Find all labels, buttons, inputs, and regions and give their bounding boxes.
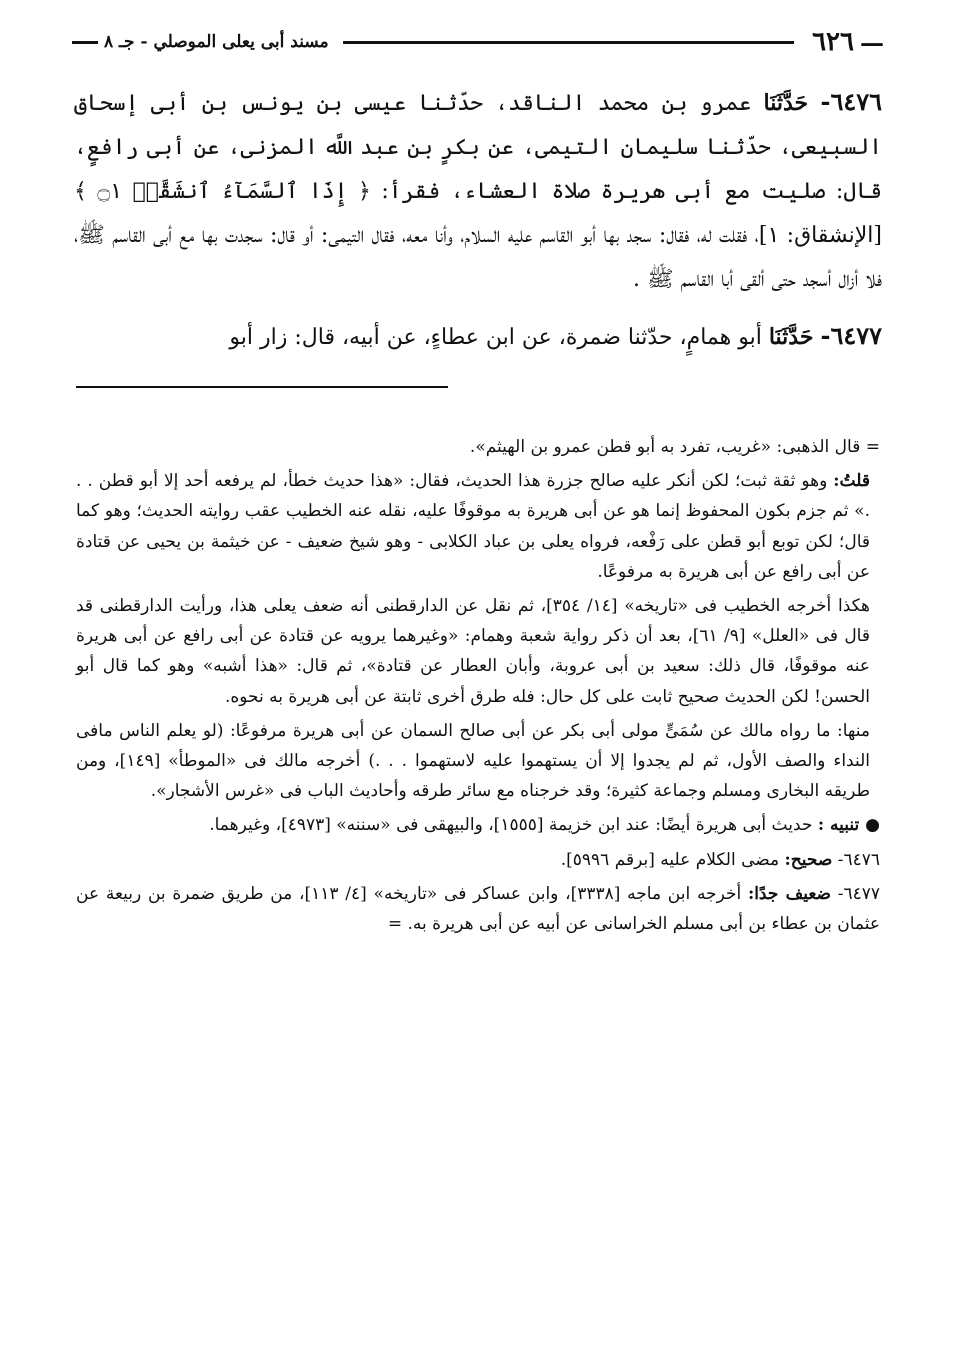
footnote-paragraph <box>76 879 880 939</box>
main-text <box>74 80 882 372</box>
footnote-grade: ضعيف جدًا: <box>747 883 831 904</box>
footnote-paragraph: هكذا أخرجه الخطيب فى «تاريخه» [١٤/ ٣٥٤]، ثم نقل عن الدارقطنى أنه ضعف يعلى هذا، ورأيت الدارقطنى قد قال فى «العلل» [٩/ ٦١]، بعد أن ذكر رواية شعبة وهمام: «وغيرهما يرويه عن قتادة عن أبى رافع عن أبى هريرة عنه موقوفًا، قال ذلك: سعيد بن أبى عروبة، وأبان العطار عن قتادة»، ثم قال: «هذا أشبه» وهو كما قال أبو الحسن! لكن الحديث صحيح ثابت على كل حال: فله طرق أخرى ثابتة عن أبى هريرة به نحوه. <box>76 596 870 707</box>
footnote-number: ٦٤٧٧- <box>837 883 881 904</box>
header-rule <box>343 41 794 44</box>
hadith-6477 <box>74 314 882 360</box>
hadith-text: عمرو بن محمد الناقد، حدّثنا عيسى بن يونس بن أبى إسحاق السبيعى، حدّثنا سليمان التيمى، عن بكرٍ بن عبد اللَّه المزنى، عن أبى رافعٍ، قال: صليت مع أبى هريرة صلاة العشاء، فقرأ: ﴿ إِذَا ٱلسَّمَآءُ ٱنشَقَّتۡ ۝١ ﴾ [الإنشقاق: ١]، فقلت له، فقال: سجد بها أبو القاسم عليه السلام، وأنا معه، فقال التيمى: أو قال: سجدت بها مع أبى القاسم ﷺ، فلا أزال أسجد حتى ألقى أبا القاسم ﷺ . <box>74 91 882 292</box>
hadith-number: ٦٤٧٧- <box>820 321 882 350</box>
header-rule-short <box>72 41 98 44</box>
footnote-text: وهو ثقة ثبت؛ لكن أنكر عليه صالح جزرة هذا الحديث، فقال: «هذا حديث خطأ، لم يرفعه أحد إلا أبو قطن . . .» ثم جزم بكون المحفوظ إنما هو عن أبى هريرة به موقوفًا عليه، نقله عنه الخطيب عقب روايته الحديث؛ وهو كما قال؛ لكن توبع أبو قطن على رَفْعه، فرواه يعلى بن عباد الكلابى - وهو شيخ ضعيف - عن خيثمة بن يحيى عن قتادة عن أبى رافع عن أبى هريرة به مرفوعًا. <box>76 471 870 582</box>
page-number: ٦٢٦ <box>812 27 854 57</box>
footnote-text: حديث أبى هريرة أيضًا: عند ابن خزيمة [١٥٥٥]، والبيهقى فى «سننه» [٤٩٧٣]، وغيرهما. <box>209 815 813 836</box>
running-header <box>72 22 884 62</box>
footnote-lead: قلتُ: <box>833 471 870 492</box>
footnote-text: مضى الكلام عليه [برقم ٥٩٩٦]. <box>560 849 780 870</box>
footnote-paragraph <box>76 466 880 587</box>
hadith-text: أبو همامٍ، حدّثنا ضمرة، عن ابن عطاءٍ، عن أبيه، قال: زار أبو <box>229 325 762 350</box>
footnote-text: أخرجه ابن ماجه [٣٣٣٨]، وابن عساكر فى «تاريخه» [٤/ ١١٣]، من طريق ضمرة بن ربيعة عن عثمان بن عطاء بن أبى مسلم الخراسانى عن أبيه عن أبى هريرة به. = <box>76 883 880 935</box>
footnote-lead: ● تنبيه : <box>817 815 880 836</box>
footnote-grade: صحيح: <box>784 849 833 870</box>
footnote-paragraph: منها: ما رواه مالك عن سُمَىٍّ مولى أبى بكر عن أبى صالح السمان عن أبى هريرة مرفوعًا: (لو يعلم الناس مافى النداء والصف الأول، ثم لم يجدوا إلا أن يستهموا عليه لاستهموا . . .) أخرجه مالك فى «الموطأ» [١٤٩]، ومن طريقه البخارى ومسلم وجماعة كثيرة؛ وقد خرجناه مع سائر طرقه وأحاديث الباب فى «غرس الأشجار». <box>76 720 870 802</box>
footnote-paragraph: = قال الذهبى: «غريب، تفرد به أبو قطن عمرو بن الهيثم». <box>469 437 880 457</box>
footnotes <box>76 432 880 943</box>
footnote-paragraph <box>76 810 880 840</box>
hadith-opener: حَدَّثَنَا <box>763 90 809 116</box>
hadith-number: ٦٤٧٦- <box>820 87 882 116</box>
book-title: مسند أبى يعلى الموصلي - جـ ٨ <box>104 32 329 52</box>
footnote-paragraph <box>76 845 880 875</box>
header-dash: — <box>860 27 884 57</box>
hadith-opener: حَدَّثَنَا <box>768 324 814 350</box>
footnote-separator <box>76 386 448 388</box>
hadith-6476 <box>74 80 882 302</box>
footnote-number: ٦٤٧٦- <box>837 849 880 870</box>
